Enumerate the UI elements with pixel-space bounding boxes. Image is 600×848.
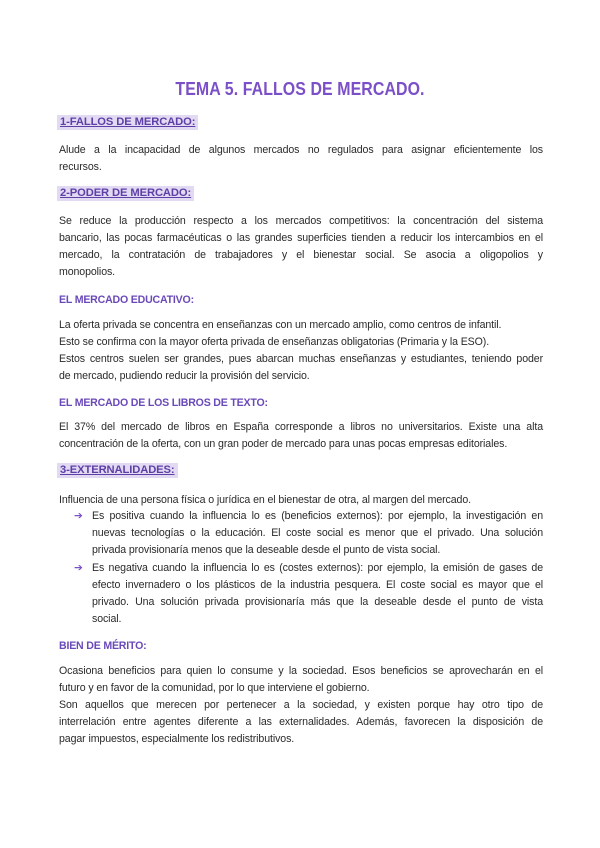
text-line: bancario, las pocas farmacéuticas o las grandes superficies tienden a reducir los intercambios en el — [59, 232, 543, 244]
bullet-positiva — [92, 508, 543, 559]
text-line: Ocasiona beneficios para quien lo consume y la sociedad. Esos beneficios se aprovecharán en el — [59, 665, 543, 677]
text-line: Esto se confirma con la mayor oferta privada de enseñanzas obligatorias (Primaria y la ESO). — [59, 336, 490, 348]
paragraph-poder — [59, 213, 543, 281]
text-line: El 37% del mercado de libros en España corresponde a libros no universitarios. Existe una alta — [59, 421, 543, 433]
text-line: mercado, la contratación de trabajadores y el bienestar social. Se asocia a oligopolios y — [59, 249, 543, 261]
heading-fallos-de-mercado: 1-FALLOS DE MERCADO: — [57, 115, 198, 130]
paragraph-fallos — [59, 142, 543, 176]
text-line: efecto invernadero o los plásticos de la industria pesquera. El coste social es mayor que el — [92, 579, 543, 591]
heading-bien-de-merito: BIEN DE MÉRITO: — [59, 640, 147, 652]
paragraph-bien-de-merito — [59, 663, 543, 748]
text-line: Influencia de una persona física o jurídica en el bienestar de otra, al margen del mercado. — [59, 494, 471, 506]
text-line: Se reduce la producción respecto a los mercados competitivos: la concentración del sistema — [59, 215, 543, 227]
text-line: Son aquellos que merecen por pertenecer a la sociedad, y existen porque hay otro tipo de — [59, 699, 543, 711]
text-line: interrelación entre agentes diferente a las externalidades. Además, favorecen la disposición de — [59, 716, 543, 728]
text-line: monopolios. — [59, 266, 116, 278]
paragraph-mercado-educativo — [59, 317, 543, 385]
text-line: concentración de la oferta, con un gran poder de mercado para unas pocas empresas editoriales. — [59, 438, 508, 450]
text-line: pagar impuestos, especialmente los redistributivos. — [59, 733, 295, 745]
text-line: de mercado, pudiendo reducir la provisión del servicio. — [59, 370, 310, 382]
heading-mercado-libros: EL MERCADO DE LOS LIBROS DE TEXTO: — [59, 397, 268, 409]
heading-mercado-educativo: EL MERCADO EDUCATIVO: — [59, 294, 194, 306]
text-line: privada provisionaría menos que la deseable desde el punto de vista social. — [92, 544, 441, 556]
paragraph-mercado-libros — [59, 419, 543, 453]
text-line: nuevas tecnologías o la educación. El coste social es menor que el privado. Una solución — [92, 527, 543, 539]
text-line: Es negativa cuando la influencia lo es (costes externos): por ejemplo, la emisión de gases de — [92, 562, 543, 574]
text-line: social. — [92, 613, 122, 625]
text-line: Es positiva cuando la influencia lo es (beneficios externos): por ejemplo, la investigación en — [92, 510, 543, 522]
arrow-bullet-icon: ➔ — [74, 510, 83, 522]
bullet-negativa — [92, 560, 543, 628]
text-line: recursos. — [59, 161, 102, 173]
heading-externalidades: 3-EXTERNALIDADES: — [57, 463, 178, 478]
text-line: Estos centros suelen ser grandes, pues abarcan muchas enseñanzas y estudiantes, teniendo poder — [59, 353, 543, 365]
heading-poder-de-mercado: 2-PODER DE MERCADO: — [57, 186, 194, 201]
text-line: futuro y en favor de la comunidad, por lo que interviene el gobierno. — [59, 682, 370, 694]
paragraph-externalidades-intro — [59, 492, 543, 509]
text-line: privado. Una solución privada provisionaría más que la deseable desde el punto de vista — [92, 596, 543, 608]
page-title: TEMA 5. FALLOS DE MERCADO. — [175, 78, 425, 99]
text-line: La oferta privada se concentra en enseñanzas con un mercado amplio, como centros de infantil. — [59, 319, 502, 331]
text-line: Alude a la incapacidad de algunos mercados no regulados para asignar eficientemente los — [59, 144, 543, 156]
arrow-bullet-icon: ➔ — [74, 562, 83, 574]
